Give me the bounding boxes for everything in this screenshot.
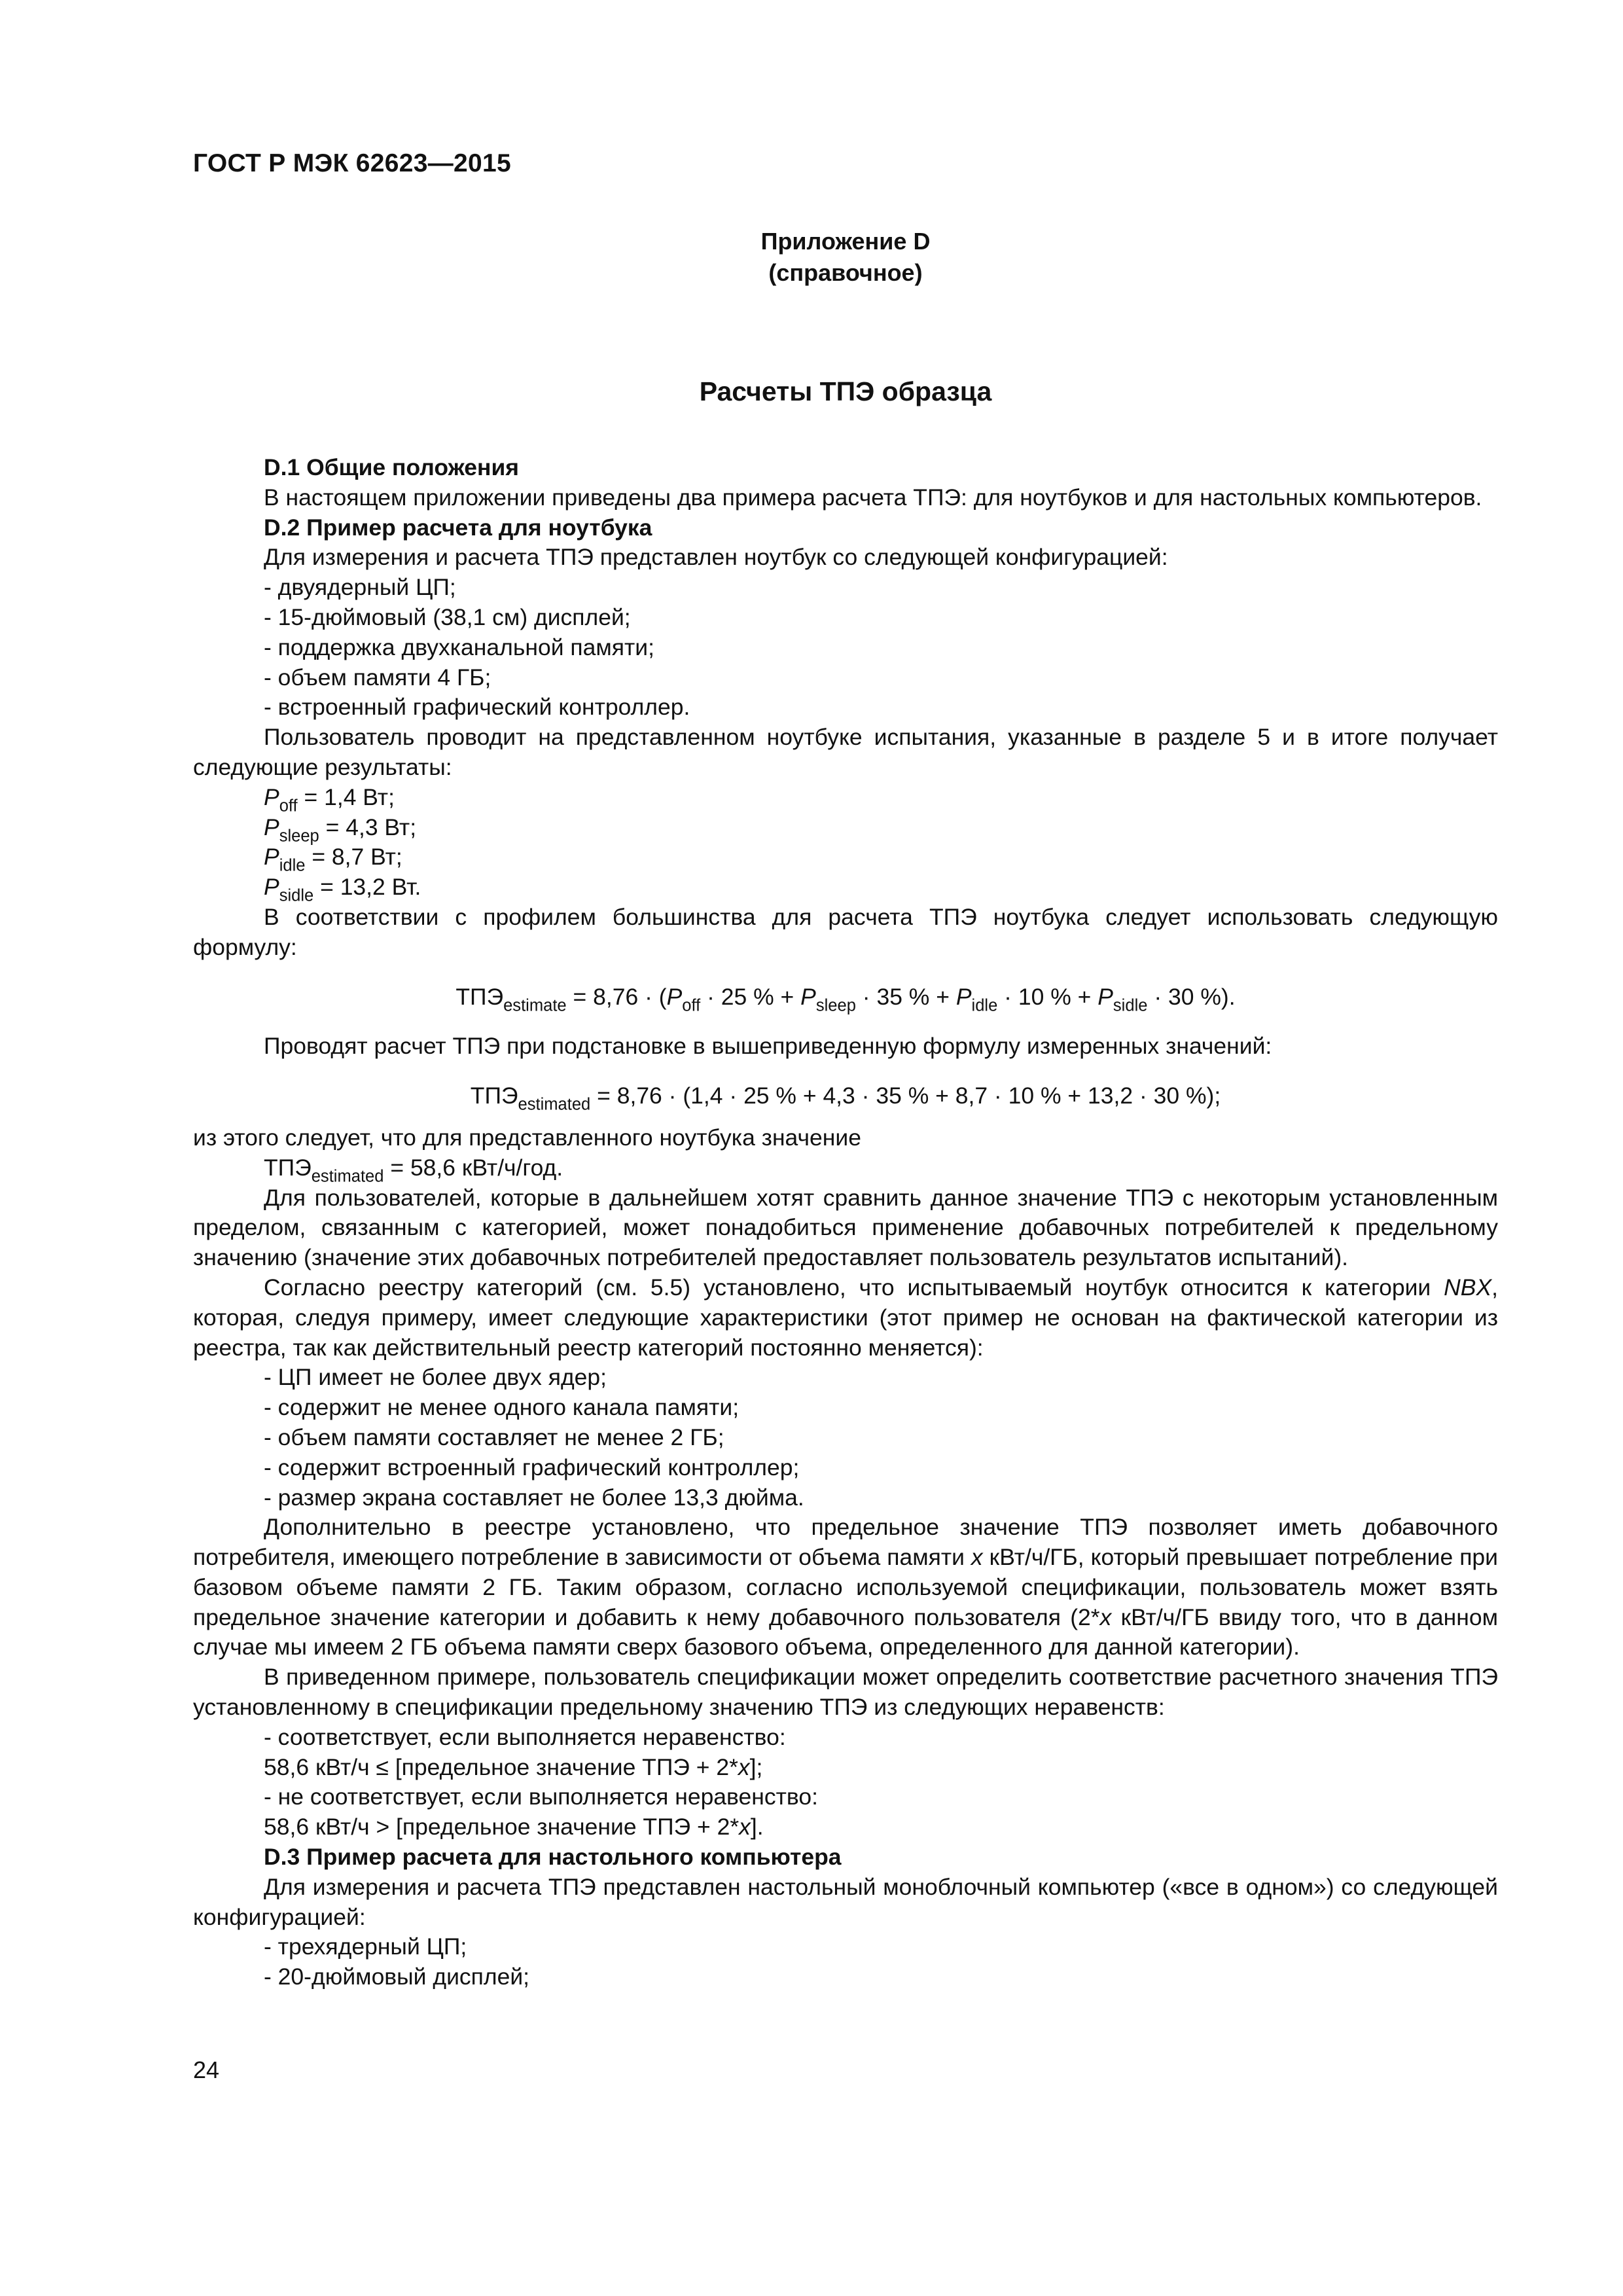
d2-config-item: - 15-дюймовый (38,1 см) дисплей; [264,603,631,630]
annex-name: Расчеты ТПЭ образца [699,376,992,406]
d2-adder-text: Дополнительно в реестре установлено, что предельное значение ТПЭ позволяет иметь добавочного потребителя, имеющего потребление в зависимости от объема памяти x кВт/ч/ГБ, который превышает потребление при базовом объеме памяти 2 ГБ. Таким образом, согласно используемой спецификации, пользователь может взять предельное значение категории и добавить к нему добавочного пользователя (2*x кВт/ч/ГБ ввиду того, что в данном случае мы имеем 2 ГБ объема памяти сверх базового объема, определенного для данной категории). [193,1514,1498,1660]
document-body [193,453,1498,1992]
d2-config-item: - объем памяти 4 ГБ; [264,664,491,691]
d3-config-item: - 20-дюймовый дисплей; [264,1964,530,1990]
category-characteristic: - содержит встроенный графический контроллер; [264,1454,800,1480]
d2-config-item: - поддержка двухканальной памяти; [264,634,654,660]
d3-intro: Для измерения и расчета ТПЭ представлен настольный моноблочный компьютер («все в одном») со следующей конфигурацией: [193,1873,1498,1930]
result-value: $ТПЭ_{estimated} = 58,6$ кВт/ч/год. [264,1154,563,1186]
page-number: 24 [193,2056,220,2083]
d2-intro: Для измерения и расчета ТПЭ представлен ноутбук со следующей конфигурацией: [264,544,1168,571]
measurement-result: $P_{idle} = 8,7$ Вт; [264,844,402,876]
d2-config-item: - двуядерный ЦП; [264,574,456,601]
section-d3-heading: D.3 Пример расчета для настольного компьютера [264,1844,842,1871]
category-characteristic: - размер экрана составляет не более 13,3 дюйма. [264,1484,804,1511]
d2-substitution-text: Проводят расчет ТПЭ при подстановке в вышеприведенную формулу измеренных значений: [264,1033,1272,1060]
d2-config-item: - встроенный графический контроллер. [264,694,690,721]
category-characteristic: - объем памяти составляет не менее 2 ГБ; [264,1424,724,1450]
measurement-result: $P_{sleep} = 4,3$ Вт; [264,814,417,846]
annex-title-block [193,226,1498,289]
annex-title: Приложение D [760,228,931,255]
d2-example-text: В приведенном примере, пользователь спецификации может определить соответствие расчетного значения ТПЭ установленному в спецификации предельному значению ТПЭ из следующих неравенств: [193,1664,1498,1721]
category-characteristic: - содержит не менее одного канала памяти; [264,1394,740,1421]
inequality-compliant: 58,6 кВт/ч ≤ [предельное значение ТПЭ + 2*x]; [264,1753,763,1780]
section-d1-heading: D.1 Общие положения [264,454,519,480]
measurement-result: $P_{off} = 1,4$ Вт; [264,783,395,816]
category-characteristic: - ЦП имеет не более двух ядер; [264,1364,607,1391]
d2-follows-text: из этого следует, что для представленного ноутбука значение [193,1124,861,1151]
measurement-result: $P_{sidle} = 13,2$ Вт. [264,874,421,905]
d3-config-item: - трехядерный ЦП; [264,1933,467,1960]
d2-profile-text: В соответствии с профилем большинства для расчета ТПЭ ноутбука следует использовать следующую формулу: [193,903,1498,960]
annex-type: (справочное) [768,259,923,286]
standard-header: ГОСТ Р МЭК 62623—2015 [193,149,512,177]
d2-users-text: Для пользователей, которые в дальнейшем хотят сравнить данное значение ТПЭ с некоторым установленным пределом, связанным с категорией, может понадобиться применение добавочных потребителей к предельному значению (значение этих добавочных потребителей предоставляет пользователь результатов испытаний). [193,1184,1498,1271]
inequality-label: - соответствует, если выполняется неравенство: [264,1723,786,1750]
d2-registry-text: Согласно реестру категорий (см. 5.5) установлено, что испытываемый ноутбук относится к категории NBX, которая, следуя примеру, имеет следующие характеристики (этот пример не основан на фактической категории из реестра, так как действительный реестр категорий постоянно меняется): [193,1274,1498,1361]
formula-estimated: $ТПЭ_{estimated} = 8,76 \cdot (1,4 \cdot 25$ % + 4,3 · 35 % + 8,7 · 10 % + 13,2 · 30 %); [470,1083,1221,1114]
inequality-noncompliant: 58,6 кВт/ч > [предельное значение ТПЭ + 2*x]. [264,1814,764,1840]
inequality-label: - не соответствует, если выполняется неравенство: [264,1784,818,1810]
section-d1-text: В настоящем приложении приведены два примера расчета ТПЭ: для ноутбуков и для настольных компьютеров. [264,484,1482,511]
section-d2-heading: D.2 Пример расчета для ноутбука [264,514,652,541]
d2-test-text: Пользователь проводит на представленном ноутбуке испытания, указанные в разделе 5 и в итоге получает следующие результаты: [193,724,1498,780]
formula-estimate: $ТПЭ_{estimate} = 8,76 \cdot (P_{off} \cdot 25$ % + $P_{sleep} \cdot 35$ % + $P_{idle} \cdot 10$ % + $P_{sidle} \cdot 30$ %). [455,983,1236,1015]
